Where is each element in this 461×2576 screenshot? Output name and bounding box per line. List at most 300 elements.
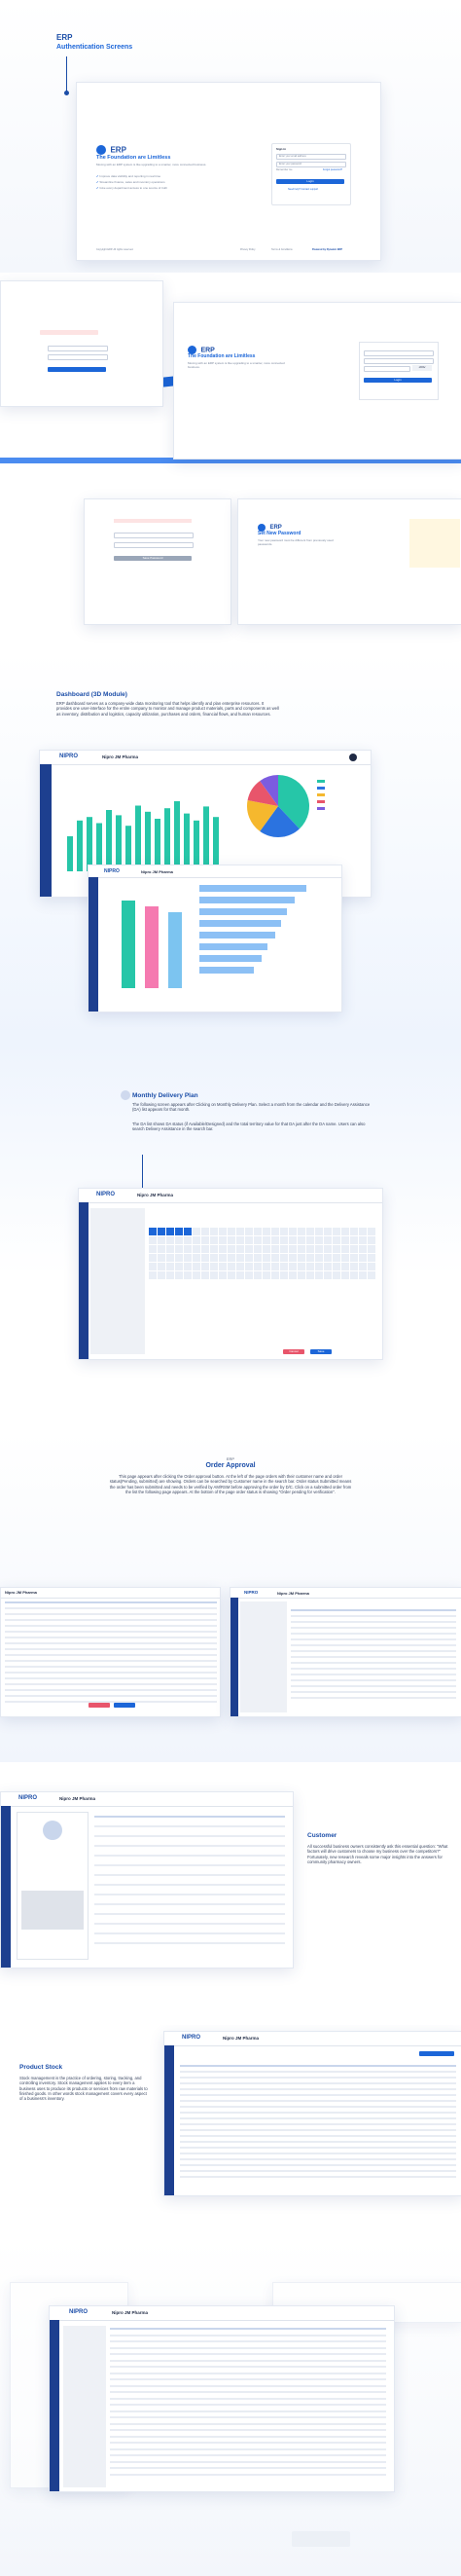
calendar-cell[interactable]	[289, 1271, 297, 1279]
forgot-password-link[interactable]: Forgot password?	[323, 168, 343, 171]
table-row[interactable]	[94, 1825, 285, 1827]
calendar-cell[interactable]	[324, 1228, 332, 1235]
table-row[interactable]	[110, 2335, 386, 2337]
login-bullet-1: ✔ Improve data visibility and reporting in real time	[96, 174, 161, 178]
table-row[interactable]	[180, 2141, 456, 2143]
product-stock-screen	[163, 2031, 461, 2196]
table-row[interactable]	[110, 2353, 386, 2355]
calendar-cell[interactable]	[280, 1263, 288, 1270]
table-row[interactable]	[5, 1642, 217, 1644]
calendar-cell[interactable]	[193, 1228, 200, 1235]
calendar-cell[interactable]	[359, 1228, 367, 1235]
email-field-3[interactable]	[364, 350, 434, 356]
password-field[interactable]: Enter your password	[276, 162, 346, 167]
calendar-cell[interactable]	[333, 1245, 340, 1253]
login-card-title: Sign in	[276, 147, 286, 151]
product-stock-title: Product Stock	[19, 2064, 63, 2071]
password-field-2[interactable]	[48, 354, 108, 360]
calendar-cell[interactable]	[193, 1263, 200, 1270]
calendar-cell[interactable]	[149, 1271, 157, 1279]
pie-legend-swatch	[317, 800, 325, 803]
order-approval-title: Order Approval	[205, 1462, 256, 1469]
calendar-cell[interactable]	[298, 1236, 305, 1244]
table-row[interactable]	[180, 2106, 456, 2108]
calendar-cell[interactable]	[236, 1236, 244, 1244]
calendar-cell[interactable]	[193, 1254, 200, 1262]
calendar-cell[interactable]	[263, 1236, 270, 1244]
calendar-cell[interactable]	[236, 1245, 244, 1253]
calendar-cell[interactable]	[315, 1254, 323, 1262]
login-intro: Moving with an ERP system is like upgrading to a smarter, more connected business.	[96, 163, 207, 166]
calendar-cell[interactable]	[289, 1263, 297, 1270]
calendar-cell[interactable]	[149, 1254, 157, 1262]
calendar-cell[interactable]	[324, 1271, 332, 1279]
horizontal-bar	[199, 897, 295, 903]
calendar-cell[interactable]	[341, 1228, 349, 1235]
table-row[interactable]	[291, 1697, 456, 1699]
table-row[interactable]	[5, 1666, 217, 1668]
table-row[interactable]	[94, 1932, 285, 1934]
table-row[interactable]	[180, 2088, 456, 2090]
table-row[interactable]	[110, 2373, 386, 2374]
login-button-3[interactable]: Login	[364, 378, 432, 383]
customer-title: Customer	[307, 1832, 337, 1839]
calendar-cell[interactable]	[271, 1245, 279, 1253]
calendar-cell[interactable]	[368, 1228, 375, 1235]
table-row[interactable]	[94, 1855, 285, 1857]
calendar-cell[interactable]	[254, 1263, 262, 1270]
calendar-cell[interactable]	[228, 1228, 235, 1235]
calendar-cell[interactable]	[324, 1245, 332, 1253]
calendar-cell[interactable]	[166, 1271, 174, 1279]
calendar-cell[interactable]	[184, 1254, 192, 1262]
calendar-cell[interactable]	[193, 1271, 200, 1279]
calendar-cell[interactable]	[306, 1271, 314, 1279]
table-row[interactable]	[5, 1648, 217, 1650]
table-row[interactable]	[94, 1874, 285, 1876]
table-row[interactable]	[110, 2378, 386, 2380]
calendar-cell[interactable]	[228, 1245, 235, 1253]
calendar-cell[interactable]	[219, 1271, 227, 1279]
cancel-button[interactable]: Cancel	[283, 1349, 304, 1354]
calendar-cell[interactable]	[184, 1228, 192, 1235]
approve-button[interactable]	[114, 1703, 135, 1708]
table-row[interactable]	[180, 2158, 456, 2160]
calendar-cell[interactable]	[254, 1236, 262, 1244]
monthly-plan-p2: The DA list shows DA status (if Available/Designed) and the total territory value for that DA just after the DA name. Users can also search Delivery Assistance in the search bar.	[132, 1122, 366, 1132]
table-row[interactable]	[291, 1668, 456, 1670]
calendar-cell[interactable]	[184, 1263, 192, 1270]
table-row[interactable]	[5, 1654, 217, 1656]
calendar-cell[interactable]	[271, 1271, 279, 1279]
calendar-cell[interactable]	[298, 1271, 305, 1279]
calendar-cell[interactable]	[315, 1228, 323, 1235]
calendar-cell[interactable]	[263, 1263, 270, 1270]
calendar-cell[interactable]	[219, 1228, 227, 1235]
calendar-cell[interactable]	[228, 1263, 235, 1270]
table-row[interactable]	[180, 2112, 456, 2114]
calendar-cell[interactable]	[158, 1236, 165, 1244]
table-row[interactable]	[94, 1816, 285, 1818]
calendar-cell[interactable]	[368, 1236, 375, 1244]
calendar-cell[interactable]	[228, 1236, 235, 1244]
calendar-cell[interactable]	[289, 1254, 297, 1262]
calendar-cell[interactable]	[289, 1245, 297, 1253]
table-row[interactable]	[94, 1835, 285, 1837]
table-row[interactable]	[291, 1662, 456, 1664]
calendar-cell[interactable]	[175, 1254, 183, 1262]
nipro-logo-5: NIPRO	[18, 1795, 38, 1801]
calendar-cell[interactable]	[333, 1236, 340, 1244]
calendar-cell[interactable]	[254, 1271, 262, 1279]
footer-link-privacy[interactable]: Privacy Policy	[240, 248, 256, 251]
calendar-cell[interactable]	[175, 1228, 183, 1235]
calendar-cell[interactable]	[368, 1263, 375, 1270]
table-row[interactable]	[110, 2467, 386, 2469]
calendar-cell[interactable]	[166, 1263, 174, 1270]
table-row[interactable]	[180, 2077, 456, 2079]
calendar-cell[interactable]	[228, 1271, 235, 1279]
calendar-cell[interactable]	[236, 1263, 244, 1270]
calendar-cell[interactable]	[158, 1263, 165, 1270]
calendar-cell[interactable]	[158, 1228, 165, 1235]
calendar-cell[interactable]	[350, 1245, 358, 1253]
calendar-cell[interactable]	[219, 1236, 227, 1244]
table-row[interactable]	[110, 2436, 386, 2438]
table-row[interactable]	[180, 2176, 456, 2178]
vertical-bar	[168, 912, 182, 988]
table-row[interactable]	[94, 1864, 285, 1866]
table-row[interactable]	[5, 1637, 217, 1638]
table-row[interactable]	[94, 1913, 285, 1915]
table-row[interactable]	[94, 1923, 285, 1925]
table-row[interactable]	[5, 1601, 217, 1603]
calendar-cell[interactable]	[149, 1245, 157, 1253]
table-row[interactable]	[5, 1660, 217, 1662]
calendar-cell[interactable]	[158, 1271, 165, 1279]
table-row[interactable]	[5, 1613, 217, 1615]
calendar-cell[interactable]	[254, 1228, 262, 1235]
table-row[interactable]	[291, 1691, 456, 1693]
table-row[interactable]	[110, 2454, 386, 2456]
calendar-cell[interactable]	[175, 1236, 183, 1244]
horizontal-bar	[199, 920, 281, 927]
table-row[interactable]	[180, 2071, 456, 2073]
confirm-password-field[interactable]	[114, 542, 194, 548]
table-row[interactable]	[291, 1621, 456, 1623]
table-row[interactable]	[291, 1615, 456, 1617]
calendar-cell[interactable]	[350, 1228, 358, 1235]
table-row[interactable]	[5, 1677, 217, 1679]
calendar-cell[interactable]	[263, 1245, 270, 1253]
table-row[interactable]	[110, 2448, 386, 2450]
export-button[interactable]	[419, 2051, 454, 2056]
calendar-cell[interactable]	[245, 1263, 253, 1270]
order-topbar	[1, 1588, 220, 1599]
table-row[interactable]	[291, 1685, 456, 1687]
calendar-cell[interactable]	[254, 1254, 262, 1262]
new-password-field[interactable]	[114, 533, 194, 538]
calendar-cell[interactable]	[306, 1254, 314, 1262]
table-row[interactable]	[180, 2164, 456, 2166]
calendar-cell[interactable]	[315, 1263, 323, 1270]
table-row[interactable]	[291, 1679, 456, 1681]
table-row[interactable]	[291, 1650, 456, 1652]
calendar-cell[interactable]	[166, 1254, 174, 1262]
calendar-cell[interactable]	[315, 1271, 323, 1279]
table-row[interactable]	[5, 1701, 217, 1703]
calendar-cell[interactable]	[333, 1228, 340, 1235]
help-link[interactable]: Need help? Contact support	[288, 188, 319, 191]
order-detail-screen	[230, 1587, 461, 1717]
calendar-cell[interactable]	[236, 1254, 244, 1262]
calendar-cell[interactable]	[289, 1236, 297, 1244]
table-row[interactable]	[291, 1633, 456, 1635]
calendar-cell[interactable]	[306, 1236, 314, 1244]
calendar-cell[interactable]	[263, 1254, 270, 1262]
pie-chart	[244, 772, 312, 840]
table-row[interactable]	[110, 2385, 386, 2387]
avatar[interactable]	[349, 754, 357, 761]
table-row[interactable]	[180, 2117, 456, 2119]
calendar-cell[interactable]	[219, 1245, 227, 1253]
calendar-cell[interactable]	[254, 1245, 262, 1253]
calendar-cell[interactable]	[201, 1263, 209, 1270]
calendar-cell[interactable]	[280, 1245, 288, 1253]
table-row[interactable]	[5, 1631, 217, 1633]
login-bullet-3: ✔ Give every department access to one source of truth	[96, 186, 168, 190]
app-name-4: Nipro JM Pharma	[5, 1590, 37, 1595]
calendar-cell[interactable]	[166, 1245, 174, 1253]
table-row[interactable]	[5, 1683, 217, 1685]
table-row[interactable]	[180, 2135, 456, 2137]
calendar-cell[interactable]	[368, 1271, 375, 1279]
table-row[interactable]	[291, 1638, 456, 1640]
email-field-2[interactable]	[48, 346, 108, 351]
table-row[interactable]	[110, 2391, 386, 2393]
calendar-cell[interactable]	[184, 1236, 192, 1244]
table-row[interactable]	[5, 1607, 217, 1609]
calendar-cell[interactable]	[149, 1228, 157, 1235]
table-row[interactable]	[291, 1627, 456, 1629]
table-row[interactable]	[291, 1609, 456, 1611]
calendar-cell[interactable]	[158, 1254, 165, 1262]
calendar-cell[interactable]	[201, 1236, 209, 1244]
calendar-cell[interactable]	[263, 1228, 270, 1235]
calendar-cell[interactable]	[271, 1254, 279, 1262]
calendar-cell[interactable]	[341, 1236, 349, 1244]
table-row[interactable]	[94, 1894, 285, 1895]
table-row[interactable]	[110, 2347, 386, 2349]
calendar-cell[interactable]	[306, 1263, 314, 1270]
table-row[interactable]	[180, 2065, 456, 2067]
calendar-cell[interactable]	[219, 1254, 227, 1262]
final-composite-section	[0, 2239, 461, 2576]
calendar-cell[interactable]	[341, 1271, 349, 1279]
calendar-cell[interactable]	[341, 1254, 349, 1262]
table-row[interactable]	[94, 1884, 285, 1886]
calendar-cell[interactable]	[166, 1236, 174, 1244]
table-row[interactable]	[94, 1942, 285, 1944]
calendar-cell[interactable]	[271, 1236, 279, 1244]
calendar-cell[interactable]	[149, 1263, 157, 1270]
login-button-2[interactable]	[48, 367, 106, 372]
set-password-screen-left	[84, 498, 231, 625]
calendar-cell[interactable]	[210, 1271, 218, 1279]
table-row[interactable]	[110, 2410, 386, 2412]
password-field-3[interactable]	[364, 358, 434, 364]
order-list-screen	[0, 1587, 221, 1717]
calendar-cell[interactable]	[271, 1263, 279, 1270]
calendar-cell[interactable]	[324, 1254, 332, 1262]
calendar-cell[interactable]	[324, 1236, 332, 1244]
table-row[interactable]	[5, 1689, 217, 1691]
footer-link-powered[interactable]: Powered by Dynamic ERP	[312, 248, 342, 251]
table-row[interactable]	[180, 2147, 456, 2149]
calendar-cell[interactable]	[298, 1228, 305, 1235]
calendar-cell[interactable]	[166, 1228, 174, 1235]
calendar-cell[interactable]	[350, 1263, 358, 1270]
calendar-cell[interactable]	[333, 1263, 340, 1270]
calendar-cell[interactable]	[289, 1228, 297, 1235]
calendar-cell[interactable]	[245, 1271, 253, 1279]
dashboard-sidebar-2	[89, 877, 98, 1012]
calendar-cell[interactable]	[245, 1245, 253, 1253]
calendar-cell[interactable]	[359, 1263, 367, 1270]
calendar-cell[interactable]	[359, 1271, 367, 1279]
footer-link-terms[interactable]: Terms & Conditions	[271, 248, 293, 251]
calendar-cell[interactable]	[359, 1245, 367, 1253]
chart-bar	[135, 806, 141, 872]
table-row[interactable]	[5, 1695, 217, 1697]
table-row[interactable]	[180, 2100, 456, 2102]
calendar-cell[interactable]	[201, 1254, 209, 1262]
calendar-cell[interactable]	[184, 1271, 192, 1279]
captcha-field[interactable]	[364, 366, 410, 372]
calendar-cell[interactable]	[280, 1228, 288, 1235]
calendar-cell[interactable]	[228, 1254, 235, 1262]
calendar-cell[interactable]	[324, 1263, 332, 1270]
chart-bar	[87, 817, 92, 871]
table-row[interactable]	[94, 1845, 285, 1847]
calendar-cell[interactable]	[175, 1263, 183, 1270]
calendar-cell[interactable]	[175, 1271, 183, 1279]
calendar-cell[interactable]	[210, 1236, 218, 1244]
calendar-cell[interactable]	[341, 1245, 349, 1253]
customer-profile-card	[17, 1812, 89, 1960]
calendar-cell[interactable]	[245, 1228, 253, 1235]
table-row[interactable]	[180, 2082, 456, 2084]
calendar-cell[interactable]	[341, 1263, 349, 1270]
calendar-cell[interactable]	[263, 1271, 270, 1279]
calendar-cell[interactable]	[350, 1254, 358, 1262]
table-row[interactable]	[180, 2153, 456, 2154]
table-row[interactable]	[110, 2398, 386, 2400]
save-password-button-disabled[interactable]: Save Password	[114, 556, 192, 561]
remember-me[interactable]: Remember me	[276, 168, 293, 171]
calendar-cell[interactable]	[368, 1245, 375, 1253]
calendar-cell[interactable]	[271, 1228, 279, 1235]
calendar-cell[interactable]	[280, 1236, 288, 1244]
table-row[interactable]	[94, 1903, 285, 1905]
table-row[interactable]	[110, 2429, 386, 2431]
calendar-cell[interactable]	[210, 1228, 218, 1235]
calendar-cell[interactable]	[210, 1254, 218, 1262]
table-row[interactable]	[110, 2423, 386, 2425]
calendar-cell[interactable]	[368, 1254, 375, 1262]
calendar-cell[interactable]	[306, 1245, 314, 1253]
calendar-cell[interactable]	[201, 1271, 209, 1279]
calendar-cell[interactable]	[298, 1254, 305, 1262]
calendar-cell[interactable]	[175, 1245, 183, 1253]
calendar-cell[interactable]	[315, 1236, 323, 1244]
calendar-cell[interactable]	[158, 1245, 165, 1253]
calendar-cell[interactable]	[210, 1263, 218, 1270]
table-row[interactable]	[180, 2170, 456, 2172]
save-button[interactable]: Save	[310, 1349, 332, 1354]
calendar-cell[interactable]	[184, 1245, 192, 1253]
table-row[interactable]	[110, 2474, 386, 2476]
calendar-cell[interactable]	[298, 1263, 305, 1270]
calendar-cell[interactable]	[333, 1254, 340, 1262]
calendar-cell[interactable]	[350, 1271, 358, 1279]
calendar-cell[interactable]	[236, 1228, 244, 1235]
calendar-cell[interactable]	[245, 1254, 253, 1262]
chart-bar	[184, 814, 190, 871]
table-row[interactable]	[110, 2360, 386, 2362]
table-row[interactable]	[291, 1656, 456, 1658]
table-row[interactable]	[5, 1672, 217, 1674]
email-field[interactable]: Enter your email address	[276, 154, 346, 160]
table-row[interactable]	[110, 2366, 386, 2368]
table-row[interactable]	[5, 1619, 217, 1621]
table-row[interactable]	[110, 2340, 386, 2342]
table-row[interactable]	[5, 1625, 217, 1627]
calendar-cell[interactable]	[201, 1228, 209, 1235]
customer-sidebar	[1, 1806, 11, 1968]
table-row[interactable]	[110, 2404, 386, 2406]
table-row[interactable]	[110, 2416, 386, 2418]
calendar-cell[interactable]	[210, 1245, 218, 1253]
table-row[interactable]	[110, 2461, 386, 2463]
table-row[interactable]	[110, 2328, 386, 2330]
reject-button[interactable]	[89, 1703, 110, 1708]
calendar-cell[interactable]	[193, 1236, 200, 1244]
table-row[interactable]	[180, 2094, 456, 2096]
calendar-cell[interactable]	[298, 1245, 305, 1253]
calendar-cell[interactable]	[149, 1236, 157, 1244]
calendar-cell[interactable]	[306, 1228, 314, 1235]
calendar-cell[interactable]	[245, 1236, 253, 1244]
table-row[interactable]	[180, 2129, 456, 2131]
login-button[interactable]: Login	[276, 179, 344, 184]
calendar-cell[interactable]	[219, 1263, 227, 1270]
calendar-cell[interactable]	[315, 1245, 323, 1253]
table-row[interactable]	[291, 1644, 456, 1646]
calendar-cell[interactable]	[280, 1254, 288, 1262]
calendar-cell[interactable]	[201, 1245, 209, 1253]
calendar-cell[interactable]	[333, 1271, 340, 1279]
calendar-cell[interactable]	[193, 1245, 200, 1253]
table-row[interactable]	[110, 2442, 386, 2444]
table-row[interactable]	[180, 2123, 456, 2125]
calendar-cell[interactable]	[280, 1271, 288, 1279]
calendar-cell[interactable]	[359, 1236, 367, 1244]
calendar-cell[interactable]	[236, 1271, 244, 1279]
table-row[interactable]	[291, 1674, 456, 1675]
calendar-cell[interactable]	[350, 1236, 358, 1244]
calendar-cell[interactable]	[359, 1254, 367, 1262]
